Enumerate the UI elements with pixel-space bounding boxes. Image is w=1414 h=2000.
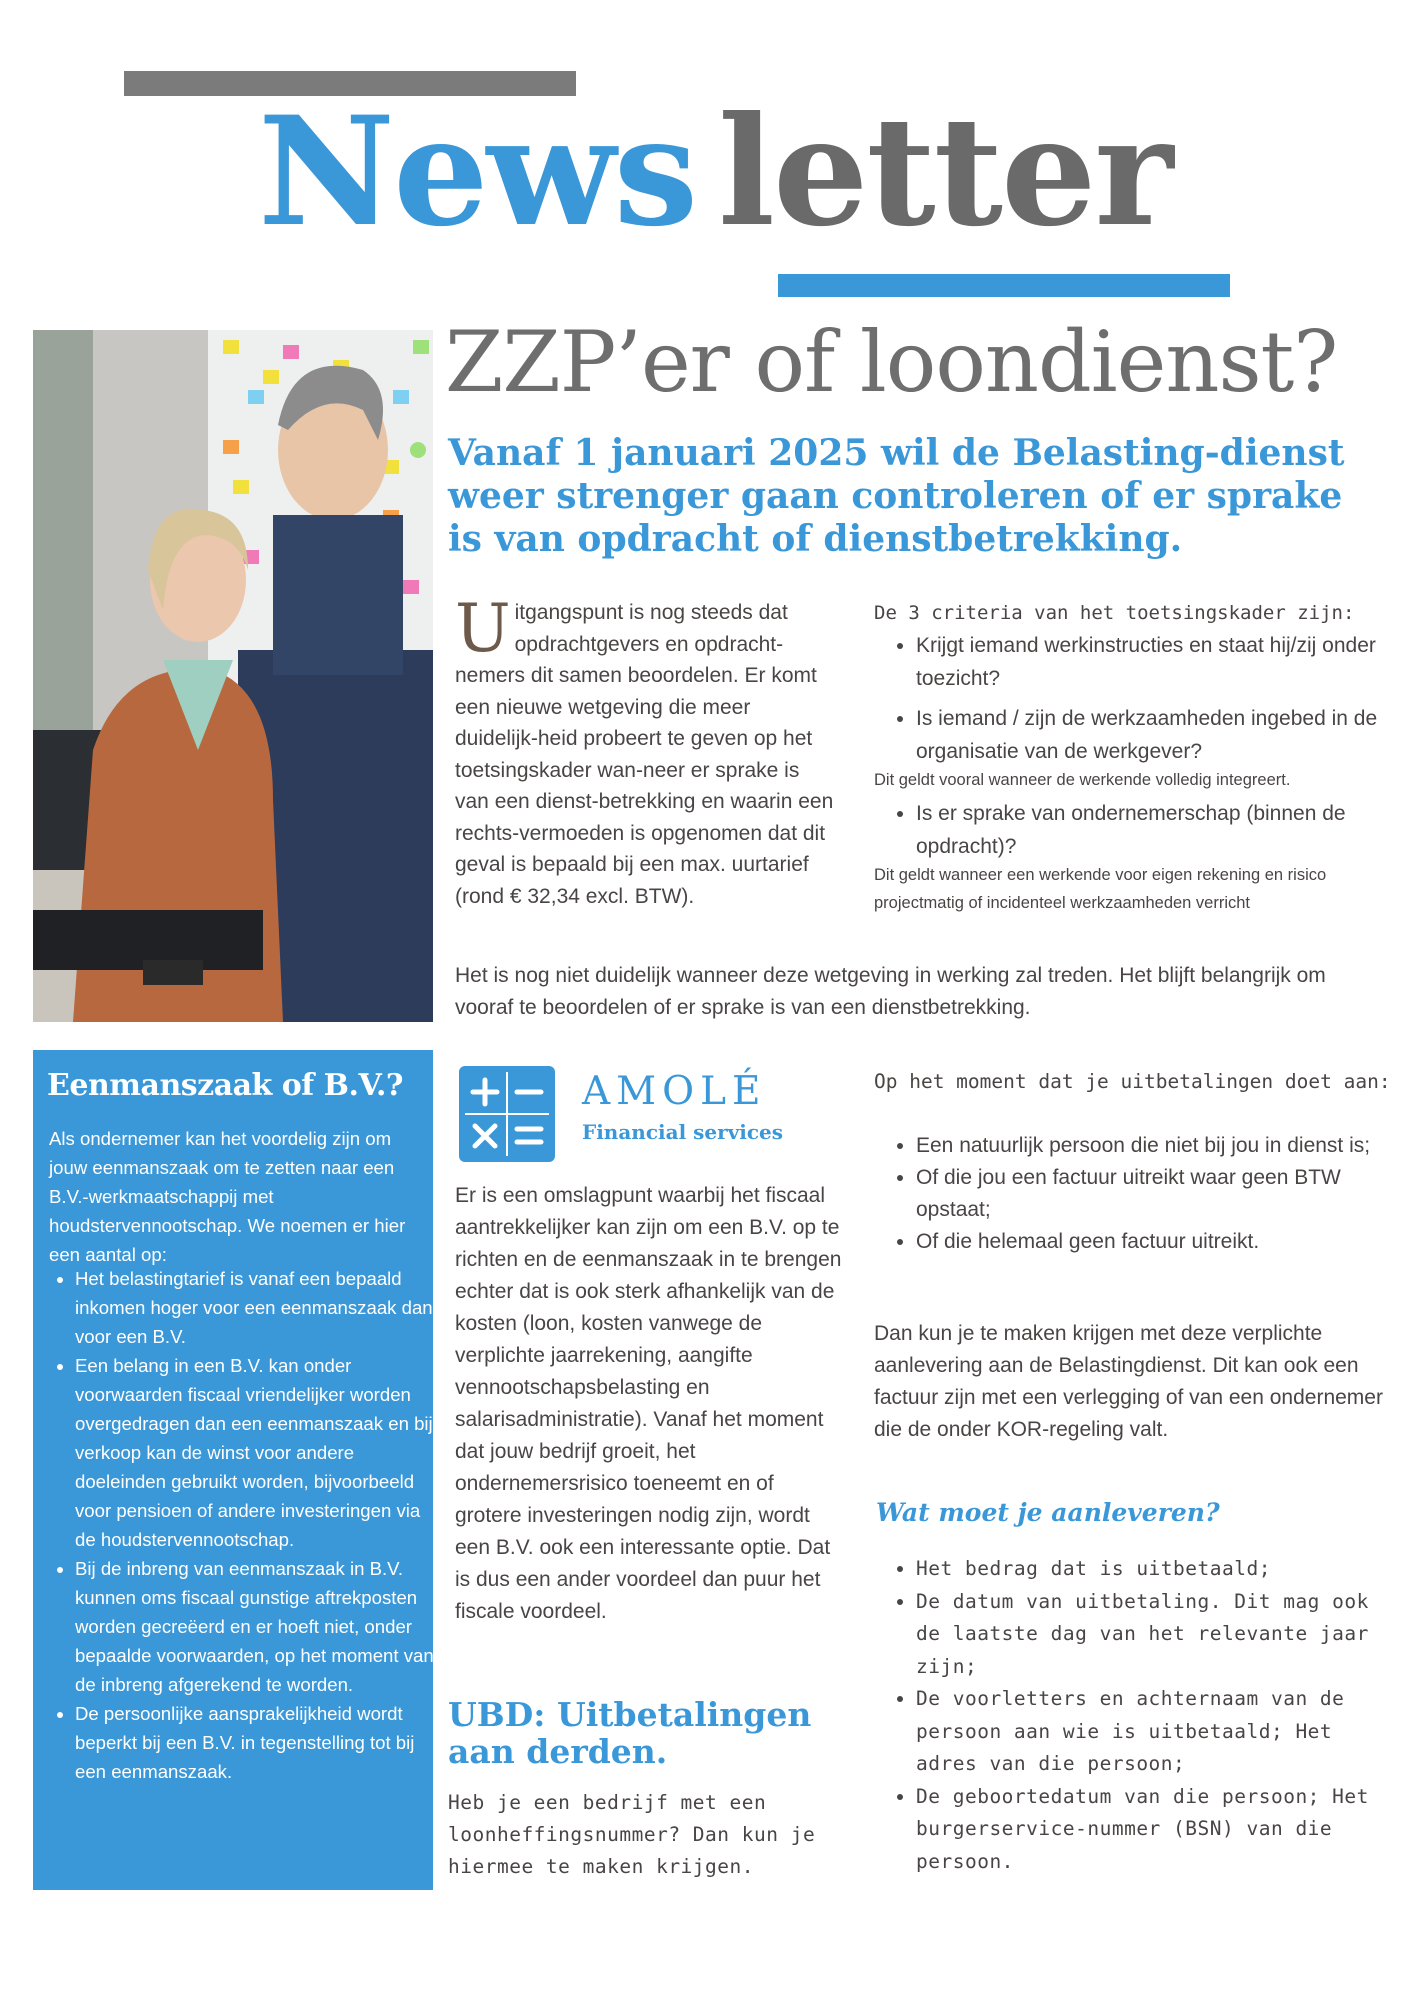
masthead-blue-bar [778, 274, 1230, 297]
criteria-block [874, 598, 1394, 921]
middle-paragraph: Er is een omslagpunt waarbij het fiscaal aantrekkelijker kan zijn om een B.V. op te richten en de eenmanszaak in te brengen echter dat is ook sterk afhankelijk van de kosten (loon, kosten vanwege de verplichte jaarrekening, aangifte vennootschapsbelasting en salarisadministratie). Vanaf het moment dat jouw bedrijf groeit, het ondernemersrisico toeneemt en of grotere investeringen nodig zijn, wordt een B.V. ook een interessante optie. Dat is dus een ander voordeel dan puur het fiscale voordeel. [455, 1184, 842, 1623]
deliver-list-item: • De geboortedatum van die persoon; Het burgerservice-nummer (BSN) van die persoon. [916, 1781, 1394, 1879]
criteria-item: • Is iemand / zijn de werkzaamheden ingebed in de organisatie van de werkgever? [916, 703, 1394, 768]
masthead [0, 82, 1414, 262]
right-intro: Op het moment dat je uitbetalingen doet aan: [874, 1070, 1391, 1093]
sidebar-list-item: • Een belang in een B.V. kan onder voorwaarden fiscaal vriendelijker worden overgedragen dan een eenmanszaak en bij verkoop kan de winst voor andere doeleinden gebruikt worden, bijvoorbeeld voor pensioen of andere investeringen via de houdstervennootschap. [75, 1351, 443, 1554]
article-title: ZZP’er of loondienst? [445, 313, 1338, 411]
calculator-logo-icon [459, 1066, 555, 1162]
sidebar-box [33, 1050, 433, 1890]
criteria-note: Dit geldt wanneer een werkende voor eigen rekening en risico projectmatig of incidenteel werkzaamheden verricht [874, 866, 1327, 912]
logo-name: AMOLÉ [582, 1069, 767, 1114]
right-paragraph: Dan kun je te maken krijgen met deze verplichte aanlevering aan de Belastingdienst. Dit kan ook een factuur zijn met een verlegging of van een ondernemer die de onder KOR-regeling valt. [874, 1322, 1383, 1441]
deliver-list [874, 1553, 1394, 1878]
intro-dropcap: U [455, 590, 511, 667]
masthead-word-letter: letter [718, 84, 1172, 260]
sidebar-list [33, 1264, 443, 1786]
office-photo [33, 330, 433, 1022]
deliver-list-block [874, 1553, 1394, 1878]
sidebar-list-item: • Het belastingtarief is vanaf een bepaald inkomen hoger voor een eenmanszaak dan voor een B.V. [75, 1264, 443, 1351]
masthead-word-news: News [258, 84, 697, 260]
article-intro [455, 590, 837, 912]
criteria-list [874, 630, 1394, 768]
payee-list [874, 1130, 1394, 1258]
sidebar-intro: Als ondernemer kan het voordelig zijn om jouw eenmanszaak om te zetten naar een B.V.-werkmaatschappij met houdstervennootschap. We noemen er hier een aantal op: [49, 1128, 406, 1265]
criteria-heading: De 3 criteria van het toetsingskader zijn: [874, 602, 1355, 624]
deliver-list-item: • De voorletters en achternaam van de persoon aan wie is uitbetaald; Het adres van die persoon; [916, 1683, 1394, 1781]
criteria-note: Dit geldt vooral wanneer de werkende volledig integreert. [874, 771, 1291, 789]
logo-subtitle: Financial services [582, 1120, 784, 1144]
payee-list-block [874, 1130, 1394, 1258]
deliver-list-item: • Het bedrag dat is uitbetaald; [916, 1553, 1394, 1586]
article-closing: Het is nog niet duidelijk wanneer deze wetgeving in werking zal treden. Het blijft belangrijk om vooraf te beoordelen of er sprake is van een dienstbetrekking. [455, 964, 1326, 1019]
office-photo-illustration [33, 330, 433, 1022]
deliver-list-item: • De datum van uitbetaling. Dit mag ook de laatste dag van het relevante jaar zijn; [916, 1586, 1394, 1684]
payee-list-item: • Een natuurlijk persoon die niet bij jou in dienst is; [916, 1130, 1394, 1162]
criteria-item: • Is er sprake van ondernemerschap (binnen de opdracht)? [916, 798, 1394, 863]
intro-text: itgangspunt is nog steeds dat opdrachtgevers en opdracht-nemers dit samen beoordelen. Er komt een nieuwe wetgeving die meer duidelijk-heid probeert te geven op het toetsingskader wan-neer er sprake is van een dienst-betrekking en waarin een rechts-vermoeden is opgenomen dat dit geval is bepaald bij een max. uurtarief (rond € 32,34 excl. BTW). [455, 601, 834, 908]
criteria-item: • Krijgt iemand werkinstructies en staat hij/zij onder toezicht? [916, 630, 1394, 695]
sidebar-list-item: • Bij de inbreng van eenmanszaak in B.V. kunnen oms fiscaal gunstige aftrekposten worden gecreëerd en er hoeft niet, onder bepaalde voorwaarden, op het moment van de inbreng afgerekend te worden. [75, 1554, 443, 1699]
payee-list-item: • Of die helemaal geen factuur uitreikt. [916, 1226, 1394, 1258]
article-subtitle: Vanaf 1 januari 2025 wil de Belasting-dienst weer strenger gaan controleren of er sprake is van opdracht of dienstbetrekking. [448, 432, 1345, 560]
criteria-list [874, 798, 1394, 863]
sidebar-list-item: • De persoonlijke aansprakelijkheid wordt beperkt bij een B.V. in tegenstelling tot bij een eenmanszaak. [75, 1699, 443, 1786]
ubd-heading: UBD: Uitbetalingen aan derden. [448, 1695, 812, 1771]
deliver-heading: Wat moet je aanleveren? [876, 1498, 1220, 1527]
payee-list-item: • Of die jou een factuur uitreikt waar geen BTW opstaat; [916, 1162, 1394, 1226]
ubd-paragraph: Heb je een bedrijf met een loonheffingsnummer? Dan kun je hiermee te maken krijgen. [448, 1791, 816, 1878]
sidebar-title: Eenmanszaak of B.V.? [47, 1068, 404, 1103]
calculator-symbols-icon [459, 1066, 555, 1162]
